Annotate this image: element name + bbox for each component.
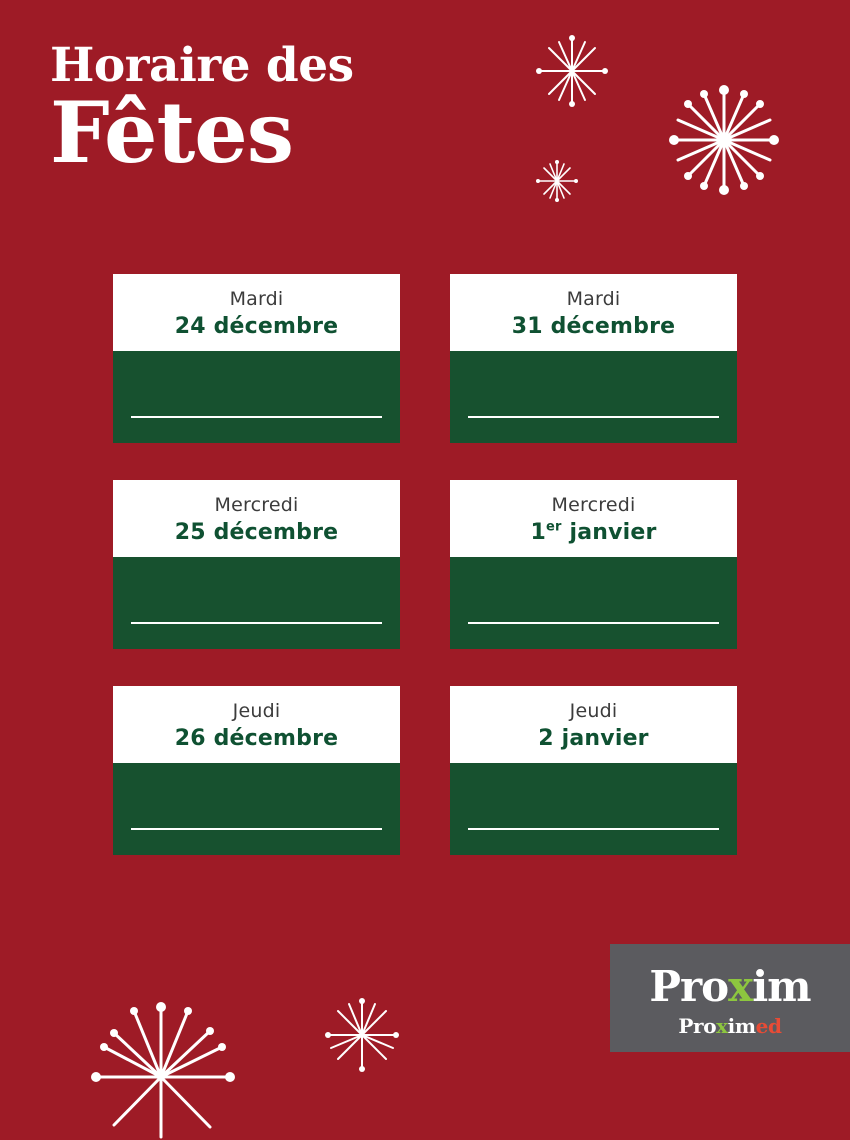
brand-logo-secondary [610,1014,850,1038]
write-line [131,416,382,418]
brand-name-before: Pro [649,962,729,1011]
schedule-row [113,480,737,649]
brand-x-icon: x [728,962,753,1011]
title-line-1: Horaire des [50,38,354,93]
brand-sub-end: ed [755,1014,782,1038]
schedule-row [113,686,737,855]
card-date-label [456,520,731,545]
schedule-card [450,480,737,649]
card-date-number: 1 [530,520,546,545]
card-writing-area[interactable] [113,763,400,855]
card-date-label: 31 décembre [511,314,676,339]
schedule-row [113,274,737,443]
card-writing-area[interactable] [450,351,737,443]
card-date-label: 25 décembre [174,520,339,545]
card-header [113,480,400,557]
snowflake-icon [534,158,580,204]
brand-sub-x-icon: x [716,1014,728,1038]
schedule-card [113,686,400,855]
card-header [113,274,400,351]
snowflake-icon [84,985,239,1140]
page-title [50,38,354,182]
card-header [450,274,737,351]
snowflake-icon [533,32,611,110]
snowflake-icon [322,995,402,1075]
write-line [468,828,719,830]
brand-sub-mid: im [727,1014,756,1038]
brand-name-after: im [752,962,811,1011]
card-writing-area[interactable] [450,763,737,855]
write-line [131,622,382,624]
card-date-month: janvier [561,520,657,545]
card-day-label: Mardi [566,288,621,310]
card-writing-area[interactable] [450,557,737,649]
brand-logo [610,944,850,1052]
schedule-card [450,686,737,855]
card-day-label: Mercredi [551,494,636,516]
schedule-card [113,480,400,649]
brand-logo-primary [610,962,850,1011]
schedule-card [450,274,737,443]
card-header [450,686,737,763]
card-day-label: Mercredi [214,494,299,516]
schedule-grid [113,274,737,855]
card-date-label: 24 décembre [174,314,339,339]
card-day-label: Jeudi [232,700,281,722]
card-header [113,686,400,763]
card-day-label: Mardi [229,288,284,310]
card-date-ordinal: er [545,519,562,535]
card-writing-area[interactable] [113,351,400,443]
write-line [131,828,382,830]
schedule-card [113,274,400,443]
card-day-label: Jeudi [569,700,618,722]
write-line [468,622,719,624]
title-line-2: Fêtes [50,82,294,182]
card-header [450,480,737,557]
brand-sub-before: Pro [678,1014,717,1038]
card-writing-area[interactable] [113,557,400,649]
card-date-label: 26 décembre [174,726,339,751]
snowflake-icon [660,76,788,204]
write-line [468,416,719,418]
card-date-label: 2 janvier [538,726,649,751]
